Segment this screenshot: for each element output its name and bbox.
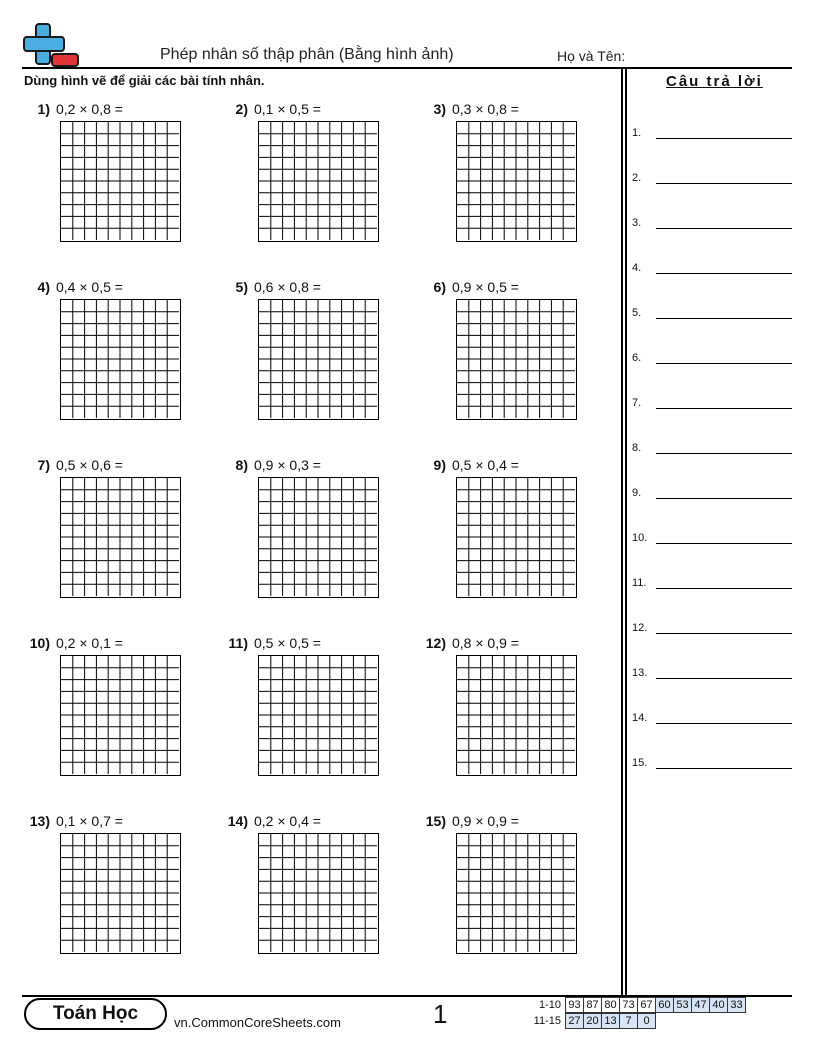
problem-expression: 0,9 × 0,3 = xyxy=(254,457,321,473)
problem-expression: 0,6 × 0,8 = xyxy=(254,279,321,295)
problem-number: 14) xyxy=(227,813,248,829)
problem-label xyxy=(420,101,519,117)
problem-item xyxy=(24,635,214,775)
answer-line[interactable] xyxy=(632,708,792,724)
answer-line[interactable] xyxy=(632,168,792,184)
problem-number: 11) xyxy=(228,635,248,651)
problem-expression: 0,5 × 0,4 = xyxy=(452,457,519,473)
score-key-cell: 47 xyxy=(691,997,710,1013)
problem-item xyxy=(222,457,412,597)
problem-item xyxy=(24,279,214,419)
problem-expression: 0,9 × 0,9 = xyxy=(452,813,519,829)
column-divider-left xyxy=(621,69,623,996)
score-key-cell: 53 xyxy=(673,997,692,1013)
problem-label xyxy=(24,279,123,295)
score-key-cell: 67 xyxy=(637,997,656,1013)
answer-blank[interactable] xyxy=(656,318,792,319)
answers-title: Câu trả lời xyxy=(666,73,763,90)
problem-expression: 0,9 × 0,5 = xyxy=(452,279,519,295)
hundred-grid[interactable] xyxy=(60,477,181,598)
problem-expression: 0,4 × 0,5 = xyxy=(56,279,123,295)
hundred-grid[interactable] xyxy=(456,299,577,420)
problem-item xyxy=(420,635,610,775)
score-key-cell: 7 xyxy=(619,1013,638,1029)
score-key xyxy=(527,997,746,1029)
answer-blank[interactable] xyxy=(656,543,792,544)
problem-label xyxy=(222,279,321,295)
answer-number: 10. xyxy=(632,532,648,544)
problem-number: 10) xyxy=(29,635,50,651)
answer-blank[interactable] xyxy=(656,408,792,409)
column-divider-right xyxy=(625,69,627,996)
problem-number: 3) xyxy=(433,101,446,117)
problem-label xyxy=(222,457,321,473)
score-key-row xyxy=(527,997,746,1013)
problem-number: 12) xyxy=(425,635,446,651)
answer-number: 9. xyxy=(632,487,642,499)
answer-blank[interactable] xyxy=(656,633,792,634)
hundred-grid[interactable] xyxy=(258,655,379,776)
problem-item xyxy=(222,813,412,953)
problem-label xyxy=(420,635,519,651)
problem-label xyxy=(420,279,519,295)
problem-expression: 0,1 × 0,7 = xyxy=(56,813,123,829)
answer-number: 3. xyxy=(632,217,642,229)
problem-number: 2) xyxy=(235,101,248,117)
answer-line[interactable] xyxy=(632,483,792,499)
score-key-cell: 27 xyxy=(565,1013,584,1029)
answer-line[interactable] xyxy=(632,393,792,409)
score-key-cell: 73 xyxy=(619,997,638,1013)
problem-label xyxy=(24,813,123,829)
answer-blank[interactable] xyxy=(656,138,792,139)
hundred-grid[interactable] xyxy=(258,833,379,954)
answer-line[interactable] xyxy=(632,663,792,679)
score-key-row-label: 1-10 xyxy=(538,999,561,1011)
answer-number: 6. xyxy=(632,352,642,364)
hundred-grid[interactable] xyxy=(258,477,379,598)
answer-line[interactable] xyxy=(632,303,792,319)
problem-item xyxy=(24,457,214,597)
answer-blank[interactable] xyxy=(656,453,792,454)
answer-number: 4. xyxy=(632,262,642,274)
problem-item xyxy=(420,279,610,419)
problem-item xyxy=(24,101,214,241)
problem-number: 9) xyxy=(433,457,446,473)
answer-line[interactable] xyxy=(632,348,792,364)
problem-expression: 0,5 × 0,5 = xyxy=(254,635,321,651)
score-key-cell: 60 xyxy=(655,997,674,1013)
score-key-cell: 40 xyxy=(709,997,728,1013)
answer-line[interactable] xyxy=(632,213,792,229)
hundred-grid[interactable] xyxy=(60,299,181,420)
problem-item xyxy=(222,101,412,241)
problem-number: 15) xyxy=(425,813,446,829)
hundred-grid[interactable] xyxy=(456,655,577,776)
answer-number: 2. xyxy=(632,172,642,184)
problem-expression: 0,8 × 0,9 = xyxy=(452,635,519,651)
score-key-cell: 80 xyxy=(601,997,620,1013)
problem-number: 1) xyxy=(37,101,50,117)
problem-item xyxy=(222,279,412,419)
answer-number: 5. xyxy=(632,307,642,319)
instructions: Dùng hình vẽ để giải các bài tính nhân. xyxy=(24,73,265,88)
score-key-cell: 87 xyxy=(583,997,602,1013)
problem-expression: 0,2 × 0,1 = xyxy=(56,635,123,651)
hundred-grid[interactable] xyxy=(60,833,181,954)
score-key-cell: 20 xyxy=(583,1013,602,1029)
problem-label xyxy=(222,813,321,829)
answer-line[interactable] xyxy=(632,618,792,634)
hundred-grid[interactable] xyxy=(456,833,577,954)
answer-line[interactable] xyxy=(632,258,792,274)
score-key-cell: 33 xyxy=(727,997,746,1013)
score-key-cell: 13 xyxy=(601,1013,620,1029)
header-rule xyxy=(22,67,792,69)
answer-number: 13. xyxy=(632,667,648,679)
answer-number: 12. xyxy=(632,622,648,634)
problem-number: 7) xyxy=(37,457,50,473)
name-label: Họ và Tên: xyxy=(557,48,626,64)
answer-number: 7. xyxy=(632,397,642,409)
answer-blank[interactable] xyxy=(656,723,792,724)
problem-expression: 0,2 × 0,8 = xyxy=(56,101,123,117)
answer-blank[interactable] xyxy=(656,273,792,274)
answer-blank[interactable] xyxy=(656,678,792,679)
answer-blank[interactable] xyxy=(656,588,792,589)
hundred-grid[interactable] xyxy=(60,121,181,242)
problem-label xyxy=(420,813,519,829)
hundred-grid[interactable] xyxy=(258,121,379,242)
problem-number: 6) xyxy=(433,279,446,295)
score-key-row-label: 11-15 xyxy=(533,1015,561,1027)
problem-expression: 0,5 × 0,6 = xyxy=(56,457,123,473)
answer-blank[interactable] xyxy=(656,498,792,499)
problem-item xyxy=(420,457,610,597)
answer-number: 11. xyxy=(632,577,647,589)
problem-number: 4) xyxy=(37,279,50,295)
hundred-grid[interactable] xyxy=(456,121,577,242)
problem-label xyxy=(24,457,123,473)
problem-number: 5) xyxy=(235,279,248,295)
problem-number: 13) xyxy=(29,813,50,829)
problem-expression: 0,3 × 0,8 = xyxy=(452,101,519,117)
problem-expression: 0,1 × 0,5 = xyxy=(254,101,321,117)
problem-item xyxy=(420,101,610,241)
answer-line[interactable] xyxy=(632,753,792,769)
site-url: vn.CommonCoreSheets.com xyxy=(174,1015,341,1030)
hundred-grid[interactable] xyxy=(456,477,577,598)
answer-line[interactable] xyxy=(632,528,792,544)
answer-blank[interactable] xyxy=(656,228,792,229)
answer-blank[interactable] xyxy=(656,363,792,364)
problem-item xyxy=(420,813,610,953)
page-title: Phép nhân số thập phân (Bằng hình ảnh) xyxy=(160,46,454,63)
problem-label xyxy=(222,635,321,651)
brand-badge: Toán Học xyxy=(24,998,167,1030)
problem-label xyxy=(222,101,321,117)
problem-item xyxy=(24,813,214,953)
score-key-cell: 0 xyxy=(637,1013,656,1029)
hundred-grid[interactable] xyxy=(60,655,181,776)
score-key-row xyxy=(527,1013,746,1029)
answer-number: 14. xyxy=(632,712,648,724)
answer-number: 15. xyxy=(632,757,648,769)
answer-number: 1. xyxy=(632,127,642,139)
answer-line[interactable] xyxy=(632,438,792,454)
answer-line[interactable] xyxy=(632,123,792,139)
problem-label xyxy=(24,101,123,117)
answer-blank[interactable] xyxy=(656,768,792,769)
answer-number: 8. xyxy=(632,442,642,454)
hundred-grid[interactable] xyxy=(258,299,379,420)
score-key-cell: 93 xyxy=(565,997,584,1013)
page-number: 1 xyxy=(433,999,448,1029)
problem-expression: 0,2 × 0,4 = xyxy=(254,813,321,829)
problem-label xyxy=(24,635,123,651)
problem-label xyxy=(420,457,519,473)
problem-number: 8) xyxy=(235,457,248,473)
problem-item xyxy=(222,635,412,775)
logo-icon xyxy=(22,22,80,68)
answer-line[interactable] xyxy=(632,573,792,589)
answer-blank[interactable] xyxy=(656,183,792,184)
